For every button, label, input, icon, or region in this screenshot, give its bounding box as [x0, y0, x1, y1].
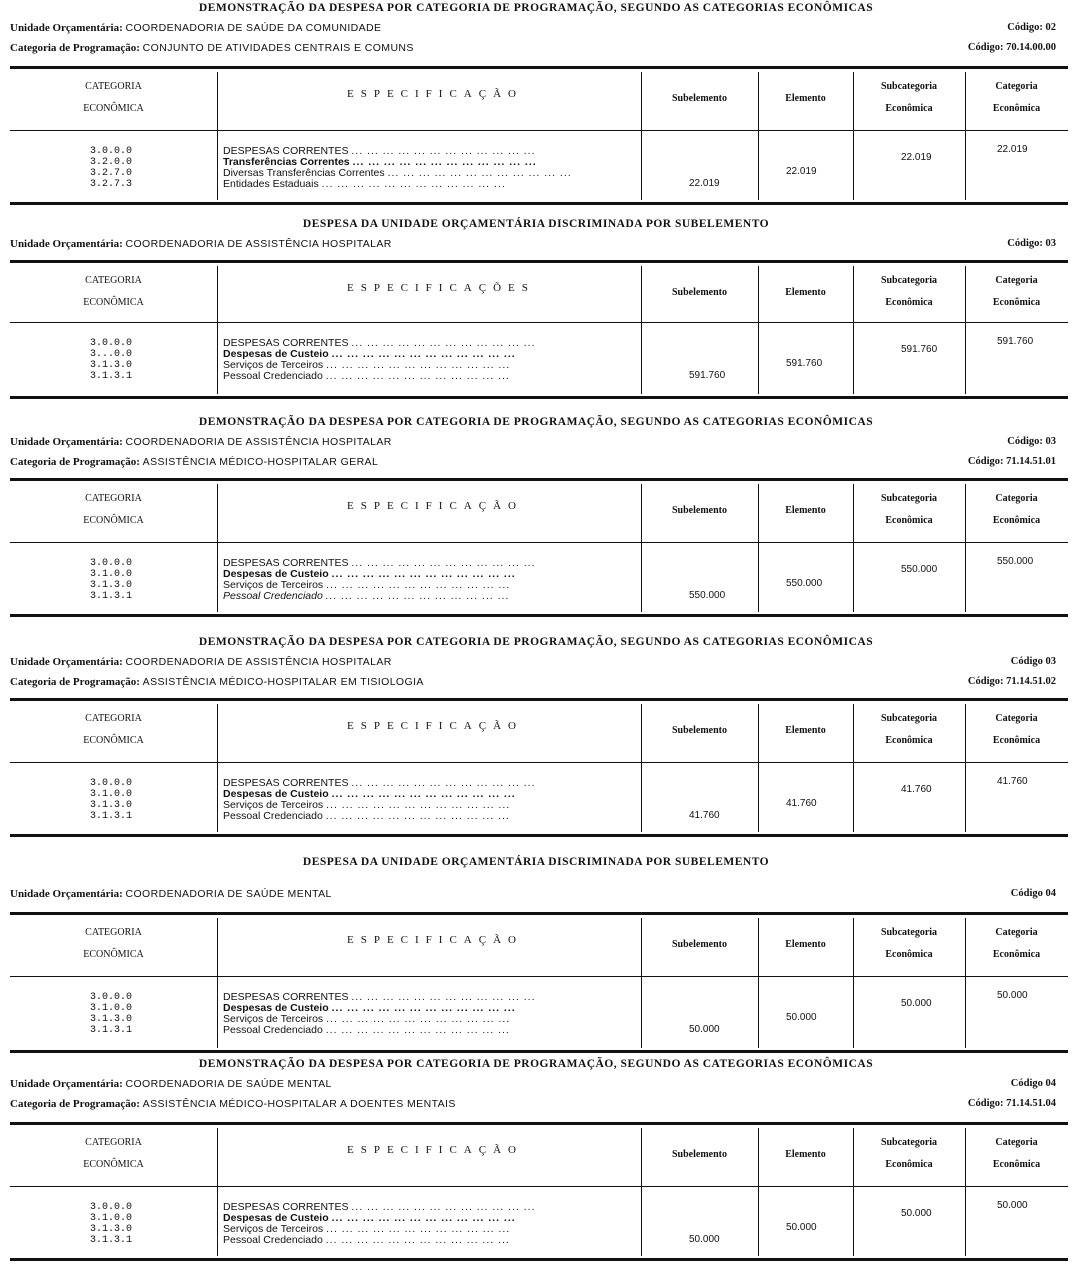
leader-dots: ... ... ... ... ... ... ... ... ... ... ... ... [351, 992, 536, 1003]
header-divider [10, 542, 1068, 543]
header-divider [10, 322, 1068, 323]
unit-line [10, 238, 392, 250]
codes-list [70, 992, 132, 1036]
spec-label: Serviços de Terceiros [223, 1223, 324, 1235]
spec-label: Despesas de Custeio [223, 568, 329, 580]
header-elemento: Elemento [785, 93, 826, 104]
unit-code: Código: 02 [1007, 22, 1056, 33]
leader-dots: ... ... ... ... ... ... ... ... ... ... ... ... [325, 370, 510, 382]
subcategoria-value: 50.000 [901, 1208, 932, 1219]
column-divider [217, 266, 218, 394]
unit-line [10, 656, 392, 668]
economic-code: 3.0.0.0 [89, 1202, 132, 1213]
spec-label: Despesas de Custeio [223, 1002, 329, 1014]
leader-dots: ... ... ... ... ... ... ... ... ... ... ... ... [331, 788, 516, 800]
program-value: ASSISTÊNCIA MÉDICO-HOSPITALAR A DOENTES MENTAIS [142, 1098, 456, 1110]
header-categoria-economica [10, 270, 217, 314]
unit-label: Unidade Orçamentária: [10, 22, 123, 34]
header-elemento: Elemento [785, 725, 826, 736]
column-divider [217, 704, 218, 832]
subcategoria-value: 22.019 [901, 152, 932, 163]
spec-label: Diversas Transferências Correntes [223, 167, 385, 179]
spec-label: Pessoal Credenciado [223, 370, 323, 382]
categoria-value: 550.000 [997, 556, 1034, 567]
unit-code: Código: 03 [1007, 436, 1056, 447]
expense-table [10, 262, 1068, 396]
program-label: Categoria de Programação: [10, 1098, 140, 1110]
header-categoria-economica [10, 922, 217, 966]
header-categoria [965, 270, 1068, 314]
specs-list [223, 338, 637, 382]
header-subcategoria-line1: Subcategoria [880, 713, 938, 724]
header-subcategoria [853, 708, 965, 752]
unit-label: Unidade Orçamentária: [10, 436, 123, 448]
expense-table [10, 480, 1068, 614]
expense-table [10, 700, 1068, 834]
subelemento-value: 41.760 [689, 810, 720, 821]
spec-row [223, 591, 637, 602]
program-label: Categoria de Programação: [10, 42, 140, 54]
program-code: Código: 71.14.51.02 [967, 676, 1056, 687]
unit-line [10, 22, 381, 34]
header-categoria-economica [10, 76, 217, 120]
leader-dots: ... ... ... ... ... ... ... ... ... ... ... ... [331, 568, 516, 580]
leader-dots: ... ... ... ... ... ... ... ... ... ... ... ... [331, 1002, 516, 1014]
section-title: DEMONSTRAÇÃO DA DESPESA POR CATEGORIA DE PROGRAMAÇÃO, SEGUNDO AS CATEGORIAS ECONÔMICAS [198, 2, 874, 14]
header-subcategoria-line1: Subcategoria [880, 81, 938, 92]
header-elemento: Elemento [785, 287, 826, 298]
categoria-value: 50.000 [997, 1200, 1028, 1211]
header-categoria-economica-line2: ECONÔMICA [83, 1159, 144, 1170]
header-categoria-economica [10, 488, 217, 532]
codes-list [70, 778, 132, 822]
leader-dots: ... ... ... ... ... ... ... ... ... ... ... ... [321, 178, 506, 190]
leader-dots: ... ... ... ... ... ... ... ... ... ... ... ... [351, 1202, 536, 1213]
unit-line [10, 888, 332, 900]
subelemento-value: 22.019 [689, 178, 720, 189]
header-subelemento: Subelemento [672, 287, 727, 298]
header-subcategoria-line2: Econômica [885, 1159, 933, 1170]
header-categoria-line1: Categoria [995, 493, 1038, 504]
header-categoria-line1: Categoria [995, 927, 1038, 938]
spec-row [223, 811, 637, 822]
header-divider [10, 762, 1068, 763]
program-code: Código: 70.14.00.00 [967, 42, 1056, 53]
leader-dots: ... ... ... ... ... ... ... ... ... ... ... ... [351, 146, 536, 157]
elemento-value: 550.000 [786, 578, 823, 589]
header-categoria-line2: Econômica [992, 1159, 1041, 1170]
program-line [10, 676, 424, 688]
spec-row [223, 371, 637, 382]
section-title: DEMONSTRAÇÃO DA DESPESA POR CATEGORIA DE PROGRAMAÇÃO, SEGUNDO AS CATEGORIAS ECONÔMICAS [198, 1058, 874, 1070]
header-especificacao: ESPECIFICAÇÃO [347, 1144, 523, 1156]
subelemento-value: 50.000 [689, 1024, 720, 1035]
economic-code: 3.1.0.0 [89, 789, 132, 800]
leader-dots: ... ... ... ... ... ... ... ... ... ... ... ... [325, 1024, 510, 1036]
economic-code: 3.2.0.0 [89, 157, 132, 168]
header-divider [10, 130, 1068, 131]
leader-dots: ... ... ... ... ... ... ... ... ... ... ... ... [326, 799, 511, 811]
header-elemento: Elemento [785, 1149, 826, 1160]
spec-label: Despesas de Custeio [223, 1212, 329, 1224]
elemento-value: 50.000 [786, 1012, 817, 1023]
leader-dots: ... ... ... ... ... ... ... ... ... ... ... ... [351, 558, 536, 569]
header-subcategoria [853, 922, 965, 966]
unit-label: Unidade Orçamentária: [10, 888, 123, 900]
codes-list [70, 1202, 132, 1246]
header-subelemento: Subelemento [672, 505, 727, 516]
header-categoria-economica-line2: ECONÔMICA [83, 103, 144, 114]
economic-code: 3.1.3.1 [89, 371, 132, 382]
economic-code: 3.2.7.0 [89, 168, 132, 179]
header-especificacao: ESPECIFICAÇÃO [347, 500, 523, 512]
header-subcategoria-line2: Econômica [885, 297, 933, 308]
spec-label: Transferências Correntes [223, 156, 350, 168]
unit-code: Código: 03 [1007, 238, 1056, 249]
header-categoria-line2: Econômica [992, 949, 1041, 960]
specs-list [223, 146, 637, 190]
header-categoria-line2: Econômica [992, 515, 1041, 526]
header-categoria-line2: Econômica [992, 735, 1041, 746]
elemento-value: 50.000 [786, 1222, 817, 1233]
economic-code: 3...0.0 [89, 349, 132, 360]
section-title: DEMONSTRAÇÃO DA DESPESA POR CATEGORIA DE PROGRAMAÇÃO, SEGUNDO AS CATEGORIAS ECONÔMICAS [198, 416, 874, 428]
unit-label: Unidade Orçamentária: [10, 238, 123, 250]
column-divider [217, 918, 218, 1048]
elemento-value: 591.760 [786, 358, 823, 369]
table-bottom-rule [10, 614, 1068, 617]
subelemento-value: 50.000 [689, 1234, 720, 1245]
subelemento-value: 591.760 [689, 370, 726, 381]
report-section [0, 636, 1072, 846]
header-especificacao: ESPECIFICAÇÕES [347, 282, 535, 294]
header-especificacao: ESPECIFICAÇÃO [347, 88, 523, 100]
specs-list [223, 558, 637, 602]
economic-code: 3.1.0.0 [89, 569, 132, 580]
table-bottom-rule [10, 1050, 1068, 1053]
expense-table [10, 68, 1068, 202]
economic-code: 3.1.3.0 [89, 360, 132, 371]
unit-value: COORDENADORIA DE ASSISTÊNCIA HOSPITALAR [125, 238, 392, 250]
spec-label: DESPESAS CORRENTES [223, 146, 349, 157]
leader-dots: ... ... ... ... ... ... ... ... ... ... ... ... [351, 778, 536, 789]
header-categoria-economica [10, 708, 217, 752]
header-categoria-economica-line1: CATEGORIA [85, 81, 142, 92]
program-value: ASSISTÊNCIA MÉDICO-HOSPITALAR EM TISIOLOGIA [142, 676, 424, 688]
leader-dots: ... ... ... ... ... ... ... ... ... ... ... ... [326, 579, 511, 591]
unit-label: Unidade Orçamentária: [10, 1078, 123, 1090]
leader-dots: ... ... ... ... ... ... ... ... ... ... ... ... [326, 1013, 511, 1025]
economic-code: 3.0.0.0 [89, 778, 132, 789]
section-title: DEMONSTRAÇÃO DA DESPESA POR CATEGORIA DE PROGRAMAÇÃO, SEGUNDO AS CATEGORIAS ECONÔMICAS [198, 636, 874, 648]
leader-dots: ... ... ... ... ... ... ... ... ... ... ... ... [325, 1234, 510, 1246]
header-categoria-economica-line1: CATEGORIA [85, 927, 142, 938]
program-line [10, 456, 378, 468]
header-categoria [965, 1132, 1068, 1176]
spec-row [223, 179, 637, 190]
report-section [0, 1058, 1072, 1268]
categoria-value: 50.000 [997, 990, 1028, 1001]
header-categoria-economica-line1: CATEGORIA [85, 1137, 142, 1148]
elemento-value: 41.760 [786, 798, 817, 809]
program-label: Categoria de Programação: [10, 676, 140, 688]
program-line [10, 1098, 456, 1110]
unit-label: Unidade Orçamentária: [10, 656, 123, 668]
economic-code: 3.1.0.0 [89, 1003, 132, 1014]
economic-code: 3.1.3.0 [89, 580, 132, 591]
unit-value: COORDENADORIA DE SAÚDE DA COMUNIDADE [125, 22, 382, 34]
spec-label: Serviços de Terceiros [223, 359, 324, 371]
program-code: Código: 71.14.51.04 [967, 1098, 1056, 1109]
leader-dots: ... ... ... ... ... ... ... ... ... ... ... ... [326, 1223, 511, 1235]
subcategoria-value: 591.760 [901, 344, 938, 355]
header-especificacao: ESPECIFICAÇÃO [347, 934, 523, 946]
header-categoria-economica [10, 1132, 217, 1176]
economic-code: 3.0.0.0 [89, 992, 132, 1003]
header-elemento: Elemento [785, 939, 826, 950]
economic-code: 3.0.0.0 [89, 338, 132, 349]
spec-label: Entidades Estaduais [223, 178, 319, 190]
leader-dots: ... ... ... ... ... ... ... ... ... ... ... ... [325, 810, 510, 822]
header-subcategoria [853, 76, 965, 120]
unit-value: COORDENADORIA DE SAÚDE MENTAL [125, 1078, 332, 1090]
unit-line [10, 436, 392, 448]
expense-table [10, 914, 1068, 1050]
header-subcategoria-line2: Econômica [885, 949, 933, 960]
header-categoria-line1: Categoria [995, 1137, 1038, 1148]
header-subcategoria-line2: Econômica [885, 103, 933, 114]
header-subelemento: Subelemento [672, 939, 727, 950]
leader-dots: ... ... ... ... ... ... ... ... ... ... ... ... [325, 590, 510, 602]
economic-code: 3.1.3.1 [89, 1235, 132, 1246]
economic-code: 3.1.3.0 [89, 1014, 132, 1025]
spec-label: Despesas de Custeio [223, 348, 329, 360]
spec-label: DESPESAS CORRENTES [223, 992, 349, 1003]
header-categoria-economica-line1: CATEGORIA [85, 275, 142, 286]
unit-code: Código 04 [1010, 888, 1056, 899]
program-value: CONJUNTO DE ATIVIDADES CENTRAIS E COMUNS [142, 42, 414, 54]
header-categoria-economica-line2: ECONÔMICA [83, 515, 144, 526]
specs-list [223, 778, 637, 822]
table-bottom-rule [10, 1258, 1068, 1261]
specs-list [223, 1202, 637, 1246]
header-subcategoria [853, 1132, 965, 1176]
table-bottom-rule [10, 202, 1068, 205]
unit-value: COORDENADORIA DE ASSISTÊNCIA HOSPITALAR [125, 436, 392, 448]
spec-label: Pessoal Credenciado [223, 1234, 323, 1246]
header-categoria [965, 922, 1068, 966]
report-section [0, 218, 1072, 428]
codes-list [70, 146, 132, 190]
subcategoria-value: 41.760 [901, 784, 932, 795]
header-categoria-line1: Categoria [995, 81, 1038, 92]
header-subcategoria [853, 488, 965, 532]
specs-list [223, 992, 637, 1036]
spec-label: DESPESAS CORRENTES [223, 778, 349, 789]
spec-label: Pessoal Credenciado [223, 810, 323, 822]
elemento-value: 22.019 [786, 166, 817, 177]
header-categoria-economica-line2: ECONÔMICA [83, 735, 144, 746]
report-section [0, 2, 1072, 212]
program-line [10, 42, 414, 54]
header-categoria [965, 488, 1068, 532]
codes-list [70, 338, 132, 382]
column-divider [217, 484, 218, 612]
economic-code: 3.1.3.1 [89, 1025, 132, 1036]
header-categoria-line1: Categoria [995, 275, 1038, 286]
section-title: DESPESA DA UNIDADE ORÇAMENTÁRIA DISCRIMINADA POR SUBELEMENTO [302, 218, 770, 230]
economic-code: 3.1.0.0 [89, 1213, 132, 1224]
header-subcategoria-line2: Econômica [885, 515, 933, 526]
spec-row [223, 1235, 637, 1246]
header-subcategoria-line1: Subcategoria [880, 1137, 938, 1148]
unit-code: Código 03 [1010, 656, 1056, 667]
codes-list [70, 558, 132, 602]
program-code: Código: 71.14.51.01 [967, 456, 1056, 467]
spec-label: Serviços de Terceiros [223, 579, 324, 591]
header-subelemento: Subelemento [672, 725, 727, 736]
spec-label: Despesas de Custeio [223, 788, 329, 800]
program-value: ASSISTÊNCIA MÉDICO-HOSPITALAR GERAL [142, 456, 379, 468]
leader-dots: ... ... ... ... ... ... ... ... ... ... ... ... [326, 359, 511, 371]
table-bottom-rule [10, 834, 1068, 837]
spec-label: Serviços de Terceiros [223, 799, 324, 811]
subcategoria-value: 50.000 [901, 998, 932, 1009]
expense-table [10, 1124, 1068, 1258]
report-section [0, 856, 1072, 1066]
spec-row [223, 1025, 637, 1036]
header-divider [10, 1186, 1068, 1187]
spec-label: Pessoal Credenciado [223, 590, 323, 602]
header-subcategoria-line1: Subcategoria [880, 275, 938, 286]
header-categoria-line2: Econômica [992, 103, 1041, 114]
subcategoria-value: 550.000 [901, 564, 938, 575]
economic-code: 3.1.3.1 [89, 811, 132, 822]
header-subcategoria-line1: Subcategoria [880, 493, 938, 504]
economic-code: 3.1.3.0 [89, 1224, 132, 1235]
unit-value: COORDENADORIA DE ASSISTÊNCIA HOSPITALAR [125, 656, 392, 668]
header-categoria-line1: Categoria [995, 713, 1038, 724]
header-categoria-economica-line1: CATEGORIA [85, 493, 142, 504]
leader-dots: ... ... ... ... ... ... ... ... ... ... ... ... [352, 156, 537, 168]
leader-dots: ... ... ... ... ... ... ... ... ... ... ... ... [387, 167, 572, 179]
unit-line [10, 1078, 332, 1090]
unit-code: Código 04 [1010, 1078, 1056, 1089]
header-categoria-line2: Econômica [992, 297, 1041, 308]
economic-code: 3.1.3.1 [89, 591, 132, 602]
leader-dots: ... ... ... ... ... ... ... ... ... ... ... ... [331, 348, 516, 360]
economic-code: 3.1.3.0 [89, 800, 132, 811]
header-categoria [965, 76, 1068, 120]
section-title: DESPESA DA UNIDADE ORÇAMENTÁRIA DISCRIMINADA POR SUBELEMENTO [302, 856, 770, 868]
economic-code: 3.2.7.3 [89, 179, 132, 190]
unit-value: COORDENADORIA DE SAÚDE MENTAL [125, 888, 332, 900]
header-divider [10, 976, 1068, 977]
spec-label: DESPESAS CORRENTES [223, 1202, 349, 1213]
categoria-value: 41.760 [997, 776, 1028, 787]
header-subelemento: Subelemento [672, 93, 727, 104]
program-label: Categoria de Programação: [10, 456, 140, 468]
header-especificacao: ESPECIFICAÇÃO [347, 720, 523, 732]
economic-code: 3.0.0.0 [89, 558, 132, 569]
leader-dots: ... ... ... ... ... ... ... ... ... ... ... ... [331, 1212, 516, 1224]
header-categoria-economica-line2: ECONÔMICA [83, 949, 144, 960]
categoria-value: 591.760 [997, 336, 1034, 347]
spec-label: Pessoal Credenciado [223, 1024, 323, 1036]
column-divider [217, 1128, 218, 1256]
categoria-value: 22.019 [997, 144, 1028, 155]
header-subcategoria [853, 270, 965, 314]
spec-label: DESPESAS CORRENTES [223, 338, 349, 349]
leader-dots: ... ... ... ... ... ... ... ... ... ... ... ... [351, 338, 536, 349]
header-categoria [965, 708, 1068, 752]
table-bottom-rule [10, 396, 1068, 399]
report-section [0, 416, 1072, 626]
subelemento-value: 550.000 [689, 590, 726, 601]
header-categoria-economica-line2: ECONÔMICA [83, 297, 144, 308]
economic-code: 3.0.0.0 [89, 146, 132, 157]
spec-label: DESPESAS CORRENTES [223, 558, 349, 569]
header-subelemento: Subelemento [672, 1149, 727, 1160]
spec-label: Serviços de Terceiros [223, 1013, 324, 1025]
header-elemento: Elemento [785, 505, 826, 516]
column-divider [217, 72, 218, 200]
header-categoria-economica-line1: CATEGORIA [85, 713, 142, 724]
header-subcategoria-line1: Subcategoria [880, 927, 938, 938]
header-subcategoria-line2: Econômica [885, 735, 933, 746]
